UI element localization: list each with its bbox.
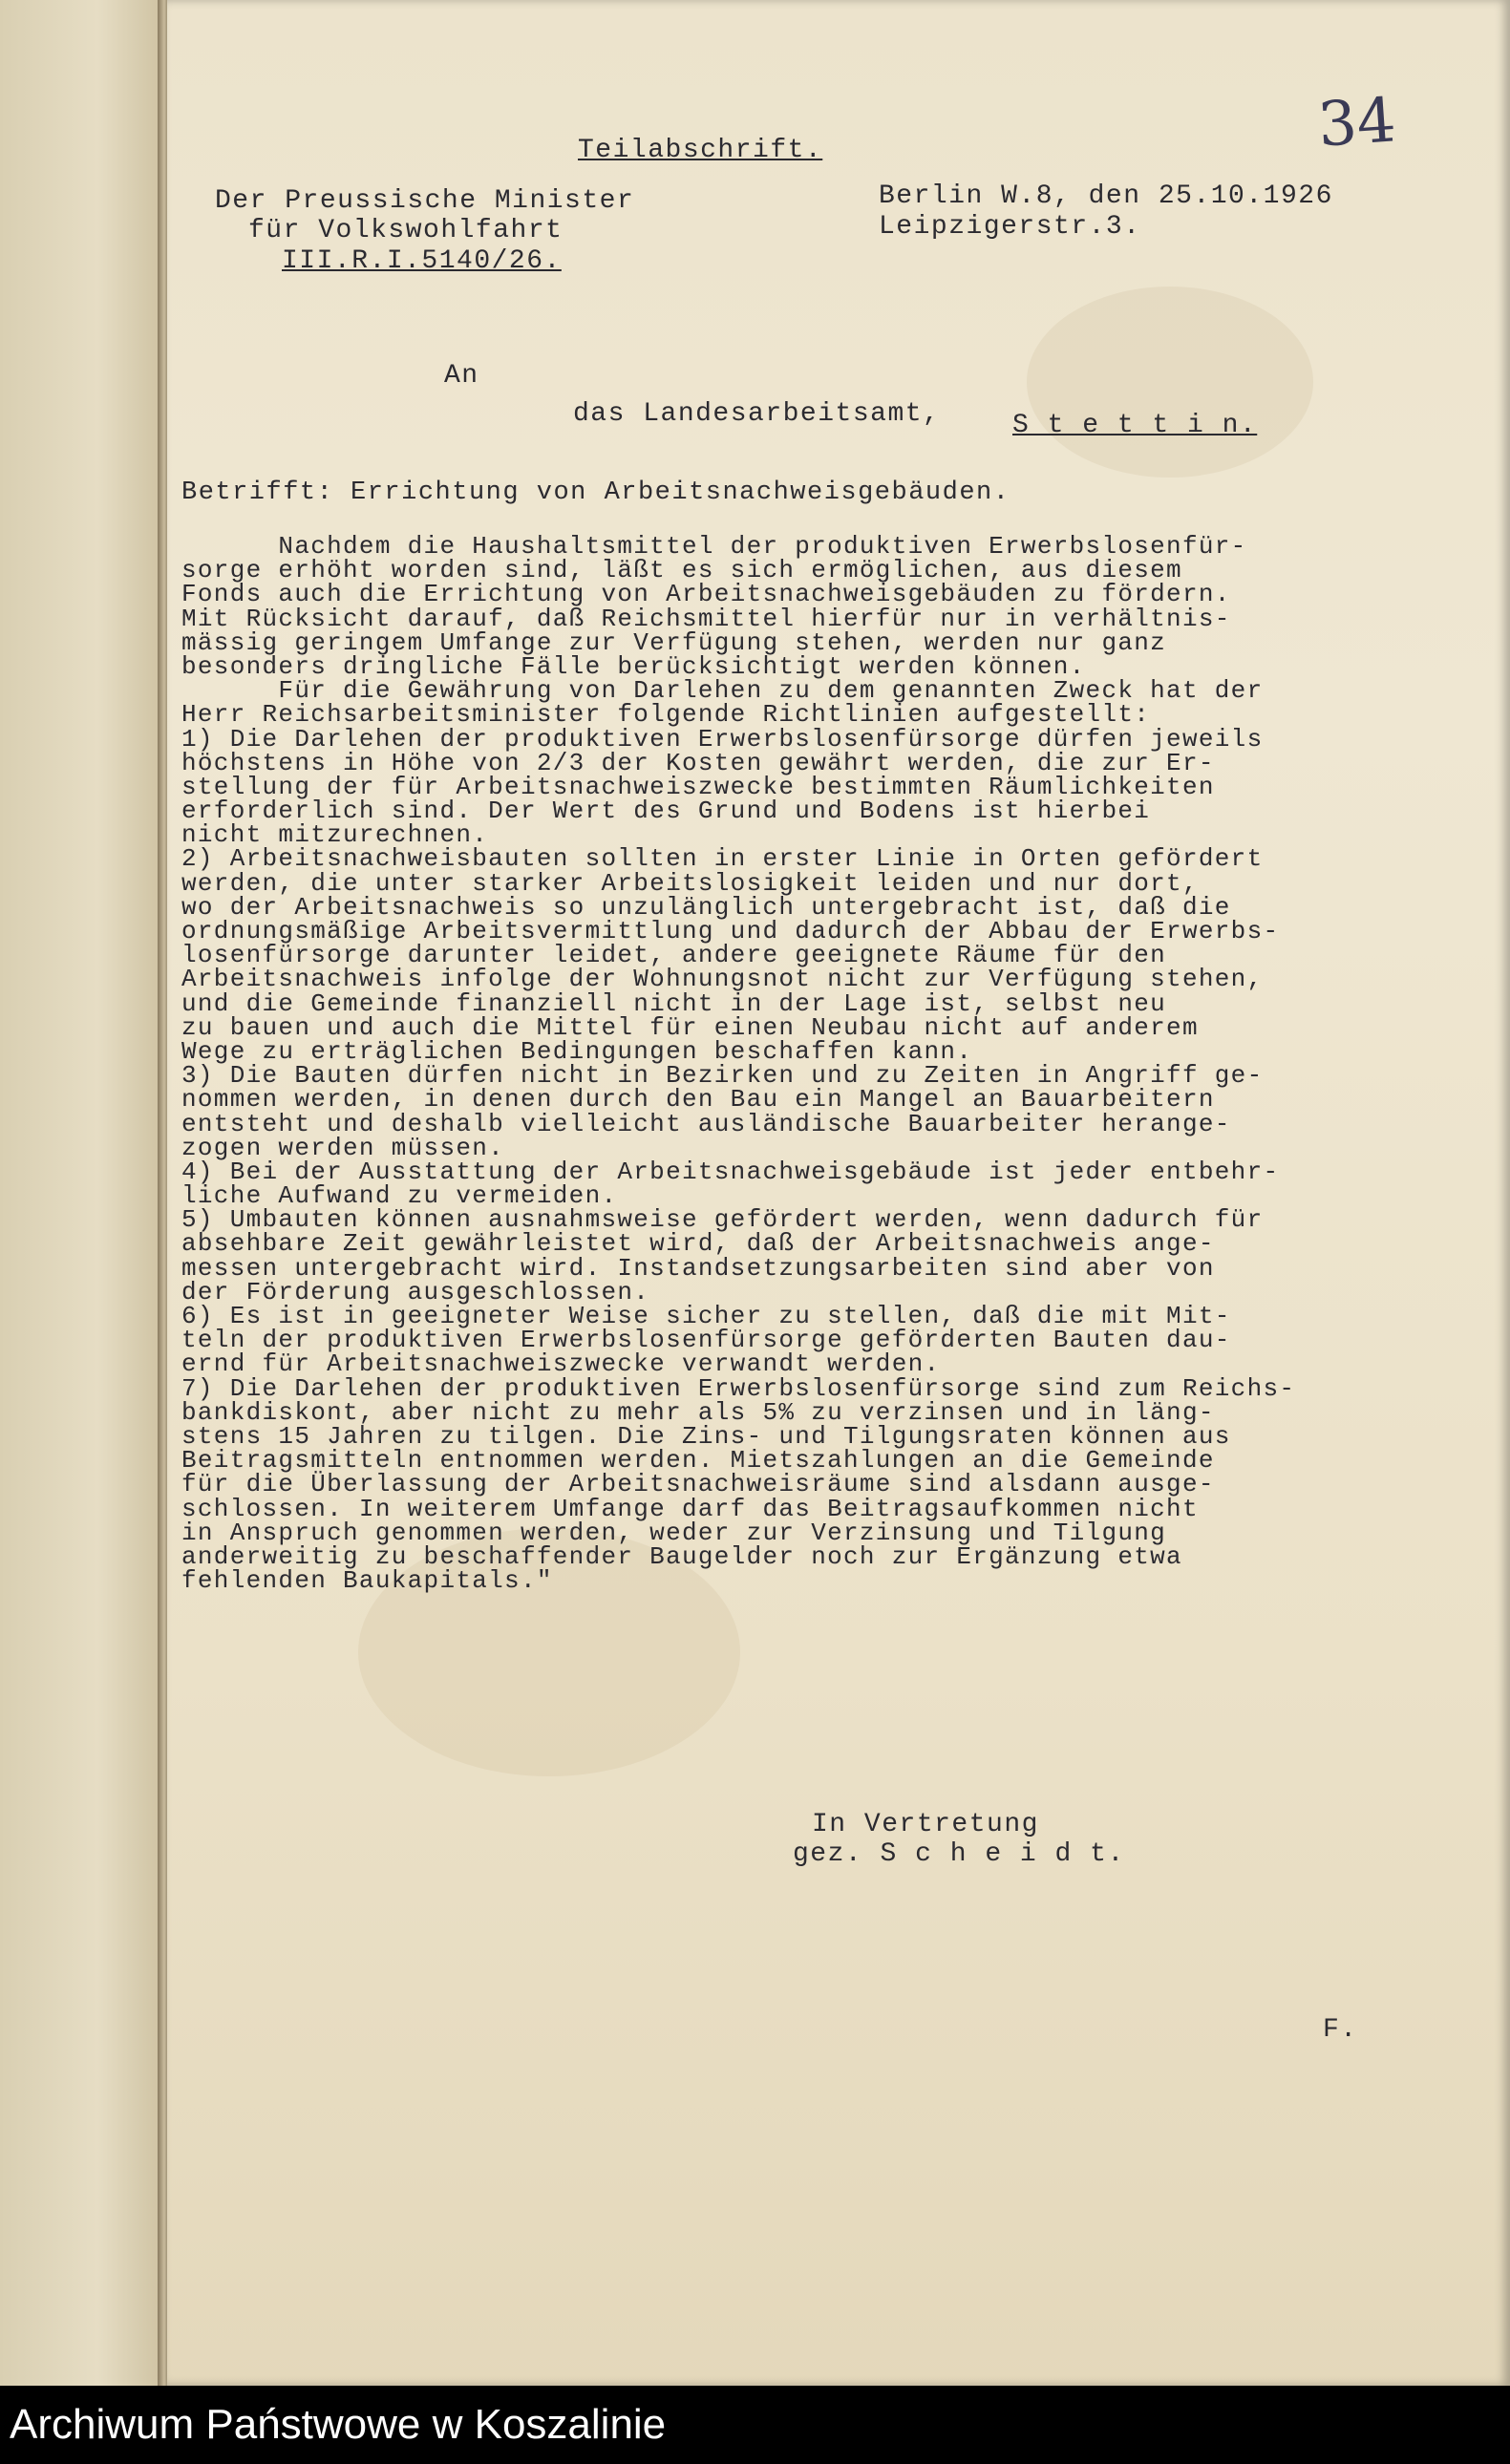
street-address: Leipzigerstr.3. — [879, 212, 1141, 242]
body-line: 3) Die Bauten dürfen nicht in Bezirken und zu Zeiten in Angriff ge- — [181, 1061, 1264, 1091]
body-line: 6) Es ist in geeigneter Weise sicher zu stellen, daß die mit Mit- — [181, 1302, 1231, 1330]
body-line: Nachdem die Haushaltsmittel der produktiven Erwerbslosenfür- — [181, 532, 1247, 561]
body-line: und die Gemeinde finanziell nicht in der Lage ist, selbst neu — [181, 988, 1167, 1018]
subject-line: Betrifft: Errichtung von Arbeitsnachweisgebäuden. — [181, 478, 1010, 507]
body-line: 2) Arbeitsnachweisbauten sollten in erster Linie in Orten gefördert — [181, 844, 1264, 874]
recipient-city: S t e t t i n. — [1012, 411, 1258, 440]
body-line: erforderlich sind. Der Wert des Grund und Bodens ist hierbei — [181, 797, 1151, 826]
body-line: höchstens in Höhe von 2/3 der Kosten gewährt werden, die zur Er- — [181, 748, 1215, 777]
body-line: stens 15 Jahren zu tilgen. Die Zins- und Tilgungsraten können aus — [181, 1421, 1231, 1451]
recipient-to: An — [444, 361, 479, 391]
body-line: 4) Bei der Ausstattung der Arbeitsnachweisgebäude ist jeder entbehr- — [181, 1157, 1280, 1186]
body-line: messen untergebracht wird. Instandsetzungsarbeiten sind aber von — [181, 1253, 1215, 1283]
body-line: absehbare Zeit gewährleistet wird, daß der Arbeitsnachweis ange- — [181, 1229, 1215, 1259]
body-line: Arbeitsnachweis infolge der Wohnungsnot nicht zur Verfügung stehen, — [181, 965, 1264, 994]
reference-number: III.R.I.5140/26. — [282, 246, 562, 276]
body-line: entsteht und deshalb vielleicht ausländische Bauarbeiter herange- — [181, 1109, 1231, 1138]
body-text — [181, 532, 1423, 1596]
archive-footer: Archiwum Państwowe w Koszalinie — [0, 2386, 1510, 2464]
page-number: 34 — [1315, 85, 1398, 161]
body-line: stellung der für Arbeitsnachweiszwecke bestimmten Räumlichkeiten — [181, 772, 1215, 801]
body-line: fehlenden Baukapitals." — [181, 1566, 553, 1596]
body-line: Wege zu erträglichen Bedingungen beschaffen kann. — [181, 1036, 973, 1066]
recipient-office: das Landesarbeitsamt, — [573, 399, 941, 429]
closing-line1: In Vertretung — [812, 1810, 1039, 1839]
body-line: zogen werden müssen. — [181, 1133, 505, 1162]
body-line: 1) Die Darlehen der produktiven Erwerbslosenfürsorge dürfen jeweils — [181, 724, 1264, 754]
body-line: der Förderung ausgeschlossen. — [181, 1277, 650, 1306]
body-line: zu bauen und auch die Mittel für einen Neubau nicht auf anderem — [181, 1012, 1199, 1042]
paper-stain — [1027, 287, 1313, 478]
body-line: in Anspruch genommen werden, weder zur Verzinsung und Tilgung — [181, 1518, 1167, 1547]
body-line: teln der produktiven Erwerbslosenfürsorge geförderten Bauten dau- — [181, 1326, 1231, 1355]
body-line: nommen werden, in denen durch den Bau ein Mangel an Bauarbeitern — [181, 1085, 1215, 1115]
body-line: Beitragsmitteln entnommen werden. Mietszahlungen an die Gemeinde — [181, 1446, 1215, 1476]
body-line: losenfürsorge darunter leidet, andere geeignete Räume für den — [181, 941, 1167, 970]
body-line: anderweitig zu beschaffender Baugelder noch zur Ergänzung etwa — [181, 1541, 1182, 1571]
body-line: Herr Reichsarbeitsminister folgende Richtlinien aufgestellt: — [181, 700, 1151, 730]
body-line: für die Überlassung der Arbeitsnachweisräume sind alsdann ausge- — [181, 1470, 1215, 1499]
corner-mark: F. — [1323, 2015, 1358, 2045]
body-line: nicht mitzurechnen. — [181, 820, 489, 850]
body-line: ernd für Arbeitsnachweiszwecke verwandt werden. — [181, 1349, 941, 1379]
body-line: werden, die unter starker Arbeitslosigkeit leiden und nur dort, — [181, 868, 1199, 898]
body-line: besonders dringliche Fälle berücksichtigt werden können. — [181, 651, 1086, 681]
body-line: mässig geringem Umfange zur Verfügung stehen, werden nur ganz — [181, 627, 1167, 657]
sender-line1: Der Preussische Minister — [215, 186, 635, 216]
closing-signature: gez. S c h e i d t. — [793, 1839, 1125, 1869]
body-line: ordnungsmäßige Arbeitsvermittlung und dadurch der Abbau der Erwerbs- — [181, 917, 1280, 945]
sender-line2: für Volkswohlfahrt — [248, 216, 564, 245]
place-date: Berlin W.8, den 25.10.1926 — [879, 181, 1333, 211]
body-line: Mit Rücksicht darauf, daß Reichsmittel hierfür nur in verhältnis- — [181, 604, 1231, 633]
body-line: liche Aufwand zu vermeiden. — [181, 1181, 618, 1211]
body-line: 7) Die Darlehen der produktiven Erwerbslosenfürsorge sind zum Reichs- — [181, 1373, 1296, 1403]
body-line: sorge erhöht worden sind, läßt es sich ermöglichen, aus diesem — [181, 556, 1182, 585]
body-line: bankdiskont, aber nicht zu mehr als 5% zu verzinsen und in läng- — [181, 1397, 1215, 1427]
body-line: Fonds auch die Errichtung von Arbeitsnachweisgebäuden zu fördern. — [181, 580, 1231, 609]
body-line: wo der Arbeitsnachweis so unzulänglich untergebracht ist, daß die — [181, 892, 1231, 922]
body-line: schlossen. In weiterem Umfange darf das Beitragsaufkommen nicht — [181, 1494, 1199, 1523]
document-title: Teilabschrift. — [578, 136, 823, 165]
body-line: 5) Umbauten können ausnahmsweise gefördert werden, wenn dadurch für — [181, 1205, 1264, 1235]
body-line: Für die Gewährung von Darlehen zu dem genannten Zweck hat der — [181, 676, 1264, 706]
underlying-page-edge — [0, 0, 162, 2386]
